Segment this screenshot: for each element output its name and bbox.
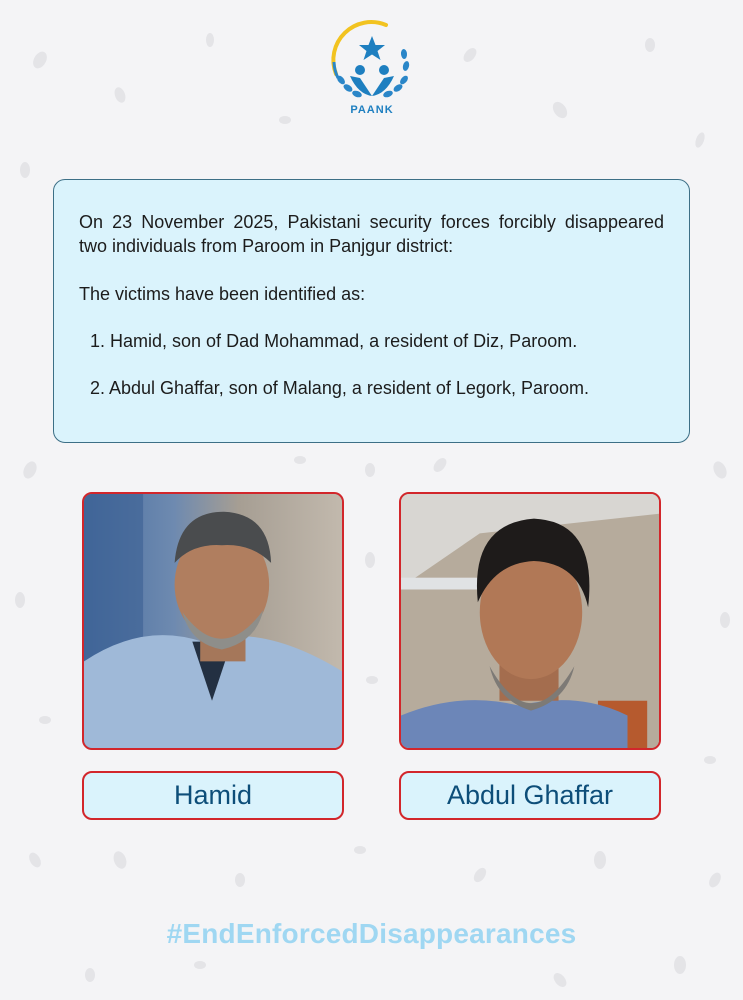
paank-logo (324, 18, 420, 128)
logo-emblem (324, 18, 420, 108)
photo-hamid (82, 492, 344, 750)
identified-heading: The victims have been identified as: (79, 284, 366, 304)
portrait-image (401, 494, 659, 748)
info-box (53, 179, 690, 443)
victim-list (79, 329, 664, 400)
photo-abdul-ghaffar (399, 492, 661, 750)
name-label-hamid: Hamid (82, 771, 344, 820)
intro-text: On 23 November 2025, Pakistani security forces forcibly disappeared two individuals from Paroom in Panjgur district: (79, 212, 664, 256)
logo-name: PAANK (350, 104, 394, 116)
portrait-image (84, 494, 342, 748)
victim-item-2: 2. Abdul Ghaffar, son of Malang, a resident of Legork, Paroom. (90, 378, 589, 398)
name-label-abdul-ghaffar: Abdul Ghaffar (399, 771, 661, 820)
hashtag-text: #EndEnforcedDisappearances (166, 918, 577, 949)
victim-item-1: 1. Hamid, son of Dad Mohammad, a resident of Diz, Paroom. (90, 331, 578, 351)
